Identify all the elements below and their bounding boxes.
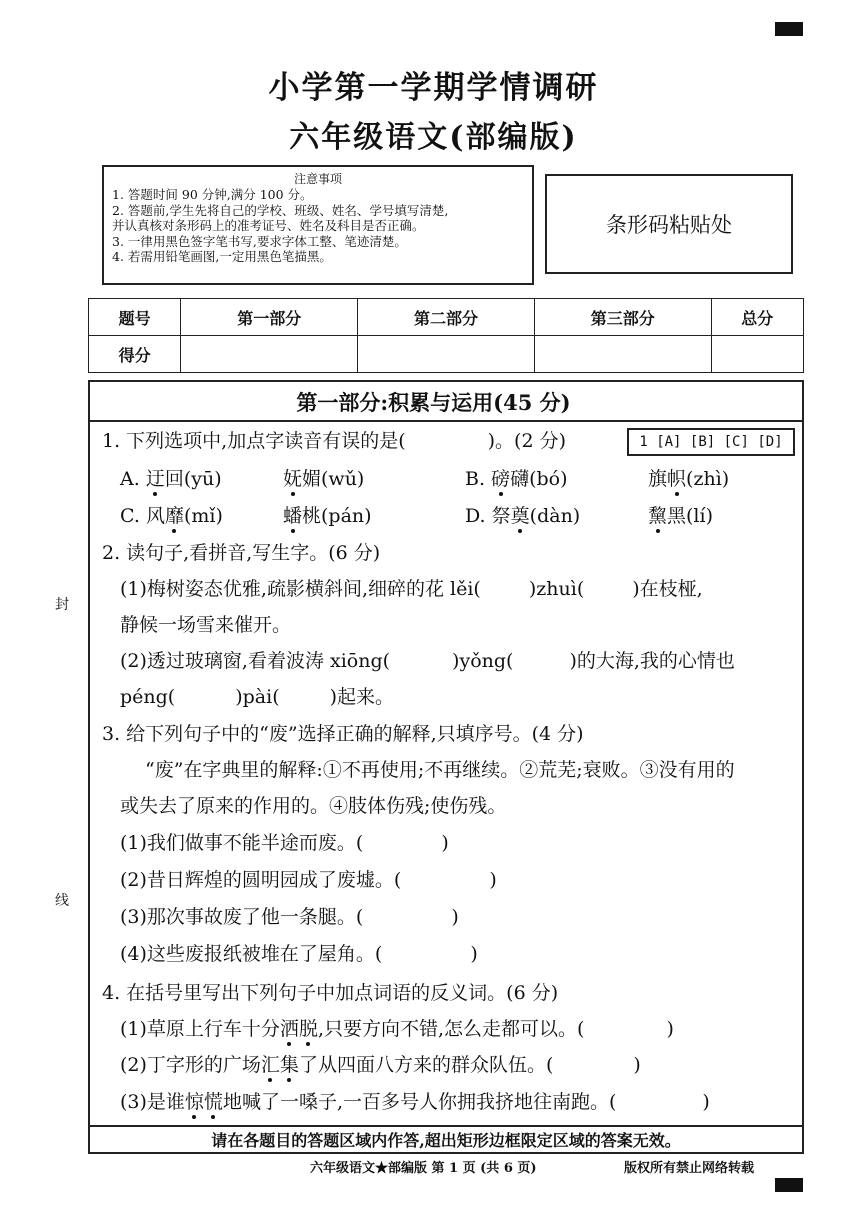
question-3-definition-cont: 或失去了原来的作用的。④肢体伤残;使伤残。 [120,795,507,817]
question-4-item: (3)是谁惊慌地喊了一嗓子,一百多号人你拥我挤地往南跑。( ) [120,1091,710,1113]
binding-mark: 封 [55,597,69,613]
question-4-stem: 4. 在括号里写出下列句子中加点词语的反义词。(6 分) [102,982,559,1004]
question-3-item: (3)那次事故废了他一条腿。( ) [120,906,459,928]
score-value-row [89,336,804,373]
question-3-item: (4)这些废报纸被堆在了屋角。( ) [120,943,478,965]
question-1-stem: 1. 下列选项中,加点字读音有误的是( )。(2 分) [102,430,566,452]
score-cell[interactable] [711,336,803,373]
option-c-word-2: 蟠桃(pán) [283,505,372,527]
question-2-stem: 2. 读句子,看拼音,写生字。(6 分) [102,542,381,564]
score-cell: 第三部分 [534,299,711,336]
footer-copyright: 版权所有禁止网络转载 [624,1161,755,1176]
footer-page-info: 六年级语文★部编版 第 1 页 (共 6 页) [310,1161,537,1176]
question-2-sentence-2-cont: péng( )pài( )起来。 [120,686,395,708]
notice-item: 1. 答题时间 90 分钟,满分 100 分。 [112,187,313,202]
question-2-sentence-2: (2)透过玻璃窗,看着波涛 xiōng( )yǒng( )的大海,我的心情也 [120,650,735,672]
score-cell[interactable] [181,336,358,373]
option-b-word-2: 旗帜(zhì) [648,468,730,490]
score-cell[interactable] [358,336,535,373]
question-3-item: (1)我们做事不能半途而废。( ) [120,832,449,854]
notice-box [102,165,534,285]
score-cell: 总分 [711,299,803,336]
section-divider [88,420,804,422]
notice-item: 并认真核对条形码上的准考证号、姓名及科目是否正确。 [112,218,425,233]
option-a-word-2: 妩媚(wǔ) [283,468,365,490]
option-a[interactable]: A. 迂回(yū) [120,468,222,490]
option-d-word-2: 黧黑(lí) [648,505,713,527]
notice-item: 4. 若需用铅笔画图,一定用黑色笔描黑。 [112,249,332,264]
question-3-stem: 3. 给下列句子中的“废”选择正确的解释,只填序号。(4 分) [102,723,584,745]
corner-mark [775,1178,803,1192]
answer-region-notice: 请在各题目的答题区域内作答,超出矩形边框限定区域的答案无效。 [88,1125,804,1154]
binding-mark: 线 [55,893,69,909]
question-3-item: (2)昔日辉煌的圆明园成了废墟。( ) [120,869,497,891]
option-d[interactable]: D. 祭奠(dàn) [465,505,581,527]
corner-mark [775,22,803,36]
notice-item: 2. 答题前,学生先将自己的学校、班级、姓名、学号填写清楚, [112,202,449,218]
question-3-definition: “废”在字典里的解释:①不再使用;不再继续。②荒芜;衰败。③没有用的 [145,759,735,781]
notice-heading: 注意事项 [293,172,342,186]
score-cell: 题号 [89,299,181,336]
question-2-sentence-1: (1)梅树姿态优雅,疏影横斜间,细碎的花 lěi( )zhuì( )在枝桠, [120,578,703,600]
score-cell: 第一部分 [181,299,358,336]
page-title: 小学第一学期学情调研 [268,70,599,106]
option-b[interactable]: B. 磅礴(bó) [465,468,568,490]
question-4-item: (1)草原上行车十分洒脱,只要方向不错,怎么走都可以。( ) [120,1018,674,1040]
score-cell[interactable] [534,336,711,373]
score-table [88,298,804,373]
answer-choice-box[interactable]: 1 [A] [B] [C] [D] [627,428,795,456]
score-header-row [89,299,804,336]
option-c[interactable]: C. 风靡(mǐ) [120,505,223,527]
section-title: 第一部分:积累与运用(45 分) [296,390,571,415]
score-cell: 得分 [89,336,181,373]
page-subtitle: 六年级语文(部编版) [289,120,578,155]
score-cell: 第二部分 [358,299,535,336]
question-2-sentence-1-cont: 静候一场雪来催开。 [120,614,292,636]
question-4-item: (2)丁字形的广场汇集了从四面八方来的群众队伍。( ) [120,1054,641,1076]
barcode-area: 条形码粘贴处 [545,174,793,274]
notice-item: 3. 一律用黑色签字笔书写,要求字体工整、笔迹清楚。 [112,233,407,249]
